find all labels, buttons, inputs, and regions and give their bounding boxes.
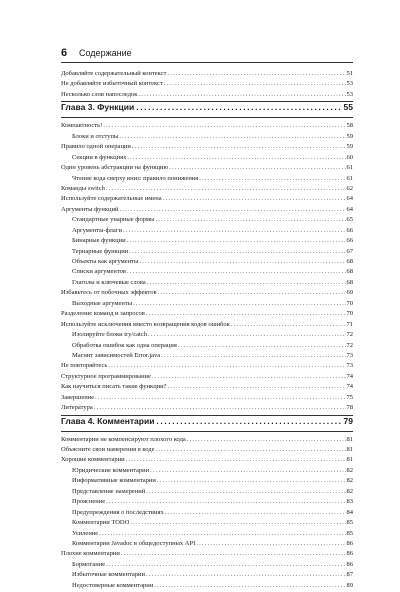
entry-title: Обработка ошибок как одна операция (72, 341, 177, 349)
entry-page-number: 64 (346, 195, 353, 203)
entry-title: Объясните свои намерения в коде (61, 446, 155, 453)
entry-page-number: 83 (346, 498, 353, 506)
entry-title: Несколько слов напоследок (61, 90, 138, 98)
entry-page-number: 82 (346, 487, 353, 495)
entry-page-number: 70 (346, 310, 353, 318)
dot-leader (231, 321, 346, 328)
entry-title: Магнит зависимостей Error.java (72, 351, 161, 359)
entry-page-number: 81 (346, 435, 353, 443)
entry-title: Комментарии Javadoc в общедоступных API (72, 539, 196, 547)
dot-leader (157, 477, 346, 484)
entry-page-number: 70 (346, 299, 353, 307)
entry-title: Предупреждения о последствиях (72, 508, 164, 516)
dot-leader (99, 530, 345, 537)
dot-leader (163, 195, 346, 202)
entry-title: Представление намерений (72, 487, 146, 495)
toc-subsection-entry[interactable] (61, 227, 353, 237)
dot-leader (119, 206, 345, 213)
toc-section-entry[interactable] (61, 143, 353, 153)
toc-section-entry[interactable] (61, 310, 353, 320)
running-header (61, 47, 353, 63)
entry-title: Комментарии TODO (72, 519, 130, 527)
entry-title: Аргументы-флаги (72, 226, 122, 234)
toc-subsection-entry[interactable] (61, 530, 353, 540)
toc-section-entry[interactable] (61, 550, 353, 560)
dot-leader (106, 185, 346, 192)
entry-page-number: 89 (346, 581, 353, 589)
entry-page-number: 82 (346, 477, 353, 485)
entry-title: Секции в функциях (72, 153, 127, 161)
entry-title: Тернарные функции (72, 247, 129, 255)
dot-leader (154, 582, 345, 589)
toc-subsection-entry[interactable] (61, 216, 353, 226)
table-of-contents (61, 70, 353, 592)
dot-leader (130, 519, 345, 526)
toc-subsection-entry[interactable] (61, 175, 353, 185)
toc-section-entry[interactable] (61, 436, 353, 446)
dot-leader (146, 571, 346, 578)
dot-leader (178, 342, 346, 349)
toc-subsection-entry[interactable] (61, 342, 353, 352)
dot-leader (103, 122, 345, 129)
entry-page-number: 68 (346, 268, 353, 276)
entry-title: Завершение (61, 393, 95, 401)
entry-page-number: 72 (346, 341, 353, 349)
toc-subsection-entry[interactable] (61, 509, 353, 519)
entry-page-number: 71 (346, 320, 353, 328)
toc-section-entry[interactable] (61, 373, 353, 383)
dot-leader (148, 331, 346, 338)
toc-subsection-entry[interactable] (61, 300, 353, 310)
entry-title: Как научиться писать такие функции? (61, 383, 167, 391)
entry-page-number: 82 (346, 466, 353, 474)
entry-page-number: 66 (346, 226, 353, 234)
dot-leader (127, 268, 346, 275)
dot-leader (138, 91, 345, 98)
dot-leader (196, 540, 345, 547)
dot-leader (167, 70, 345, 77)
entry-title: Усиление (72, 529, 99, 537)
toc-section-entry[interactable] (61, 206, 353, 216)
dot-leader (165, 509, 346, 516)
entry-title: Бормотание (72, 560, 106, 568)
entry-page-number: 59 (346, 132, 353, 140)
toc-subsection-entry[interactable] (61, 331, 353, 341)
entry-title: Разделение команд и запросов (61, 310, 145, 318)
entry-title: Команды switch (61, 184, 105, 192)
entry-page-number: 68 (346, 278, 353, 286)
entry-title: Плохие комментарии (61, 550, 120, 558)
entry-title: Правило одной операции (61, 143, 131, 151)
dot-leader (156, 416, 341, 426)
toc-subsection-entry[interactable] (61, 237, 353, 247)
entry-title: Избавьтесь от побочных эффектов (61, 289, 157, 297)
chapter-page-number: 55 (343, 102, 353, 113)
dot-leader (161, 352, 345, 359)
entry-page-number: 81 (346, 456, 353, 464)
entry-title: Изолируйте блоки try/catch (72, 331, 147, 339)
toc-chapter-heading[interactable] (61, 416, 353, 431)
entry-page-number: 74 (346, 383, 353, 391)
toc-subsection-entry[interactable] (61, 582, 353, 592)
entry-title: Комментарии не компенсируют плохого кода (61, 435, 186, 443)
dot-leader (108, 362, 345, 369)
entry-page-number: 86 (346, 550, 353, 558)
entry-page-number: 62 (346, 184, 353, 192)
entry-title: Чтение кода сверху вниз: правило понижения (72, 174, 199, 182)
toc-section-entry[interactable] (61, 456, 353, 466)
dot-leader (94, 404, 346, 411)
entry-page-number: 66 (346, 237, 353, 245)
dot-leader (156, 446, 346, 453)
dot-leader (152, 373, 346, 380)
toc-section-entry[interactable] (61, 122, 353, 132)
toc-subsection-entry[interactable] (61, 561, 353, 571)
entry-page-number: 73 (346, 351, 353, 359)
entry-title: Списки аргументов (72, 268, 126, 276)
entry-page-number: 65 (346, 216, 353, 224)
toc-section-entry[interactable] (61, 185, 353, 195)
entry-page-number: 72 (346, 331, 353, 339)
dot-leader (119, 133, 345, 140)
chapter-title: Глава 4. Комментарии (61, 415, 155, 426)
entry-title: Прояснение (72, 498, 106, 506)
entry-title: Стандартные унарные формы (72, 216, 155, 224)
entry-title: Юридические комментарии (72, 466, 150, 474)
entry-title: Блоки и отступы (72, 132, 119, 140)
entry-title: Используйте содержательные имена (61, 195, 162, 203)
dot-leader (133, 300, 345, 307)
entry-title: Не повторяйтесь (61, 362, 108, 370)
toc-section-entry[interactable] (61, 70, 353, 80)
dot-leader (127, 154, 345, 161)
toc-section-entry[interactable] (61, 195, 353, 205)
entry-page-number: 84 (346, 508, 353, 516)
dot-leader (147, 279, 346, 286)
toc-subsection-entry[interactable] (61, 248, 353, 258)
entry-page-number: 61 (346, 174, 353, 182)
toc-section-entry[interactable] (61, 446, 353, 456)
dot-leader (169, 164, 345, 171)
dot-leader (164, 80, 346, 87)
entry-page-number: 75 (346, 393, 353, 401)
toc-subsection-entry[interactable] (61, 279, 353, 289)
dot-leader (187, 436, 346, 443)
entry-title: Структурное программирование (61, 372, 151, 380)
toc-section-entry[interactable] (61, 80, 353, 90)
dot-leader (95, 394, 345, 401)
toc-chapter-heading[interactable] (61, 102, 353, 117)
entry-page-number: 69 (346, 289, 353, 297)
toc-subsection-entry[interactable] (61, 268, 353, 278)
toc-section-entry[interactable] (61, 362, 353, 372)
toc-section-entry[interactable] (61, 321, 353, 331)
dot-leader (106, 498, 345, 505)
dot-leader (199, 175, 345, 182)
page-number: 6 (61, 47, 68, 59)
entry-page-number: 67 (346, 247, 353, 255)
entry-page-number: 53 (346, 90, 353, 98)
toc-section-entry[interactable] (61, 394, 353, 404)
header-rule (61, 62, 353, 63)
dot-leader (139, 258, 345, 265)
entry-page-number: 60 (346, 153, 353, 161)
entry-title: Компактность! (61, 122, 103, 130)
dot-leader (136, 102, 341, 112)
entry-title: Аргументы функций (61, 205, 119, 213)
toc-section-entry[interactable] (61, 91, 353, 101)
toc-section-entry[interactable] (61, 383, 353, 393)
toc-subsection-entry[interactable] (61, 519, 353, 529)
toc-section-entry[interactable] (61, 289, 353, 299)
entry-page-number: 85 (346, 529, 353, 537)
running-title: Содержание (79, 48, 132, 58)
entry-title: Глаголы и ключевые слова (72, 278, 146, 286)
toc-section-entry[interactable] (61, 404, 353, 414)
dot-leader (126, 456, 346, 463)
dot-leader (106, 561, 345, 568)
toc-subsection-entry[interactable] (61, 498, 353, 508)
entry-page-number: 73 (346, 362, 353, 370)
entry-page-number: 68 (346, 258, 353, 265)
toc-subsection-entry[interactable] (61, 352, 353, 362)
toc-subsection-entry[interactable] (61, 540, 353, 550)
dot-leader (132, 143, 346, 150)
dot-leader (129, 248, 345, 255)
dot-leader (146, 488, 345, 495)
dot-leader (121, 550, 346, 557)
entry-title: Не добавляйте избыточный контекст (61, 80, 163, 88)
entry-title: Хорошие комментарии (61, 456, 125, 464)
toc-subsection-entry[interactable] (61, 258, 353, 268)
chapter-title: Глава 3. Функции (61, 102, 135, 113)
entry-page-number: 64 (346, 205, 353, 213)
entry-page-number: 86 (346, 539, 353, 547)
entry-page-number: 61 (346, 164, 353, 172)
entry-page-number: 58 (346, 122, 353, 130)
entry-title: Один уровень абстракции на функцию (61, 164, 169, 172)
entry-title: Избыточные комментарии (72, 571, 145, 579)
entry-page-number: 87 (346, 571, 353, 579)
entry-page-number: 86 (346, 560, 353, 568)
toc-subsection-entry[interactable] (61, 133, 353, 143)
entry-page-number: 85 (346, 519, 353, 527)
dot-leader (127, 237, 346, 244)
dot-leader (158, 289, 346, 296)
toc-subsection-entry[interactable] (61, 467, 353, 477)
entry-title: Литература (61, 404, 93, 412)
entry-page-number: 59 (346, 143, 353, 151)
dot-leader (168, 383, 346, 390)
toc-subsection-entry[interactable] (61, 154, 353, 164)
entry-title: Информативные комментарии (72, 477, 156, 485)
entry-title: Недостоверные комментарии (72, 581, 154, 589)
entry-title: Добавляйте содержательный контекст (61, 70, 167, 77)
entry-page-number: 74 (346, 372, 353, 380)
entry-page-number: 51 (346, 70, 353, 77)
dot-leader (146, 310, 346, 317)
dot-leader (155, 216, 345, 223)
toc-subsection-entry[interactable] (61, 488, 353, 498)
toc-subsection-entry[interactable] (61, 571, 353, 581)
entry-title: Выходные аргументы (72, 299, 133, 307)
dot-leader (123, 227, 346, 234)
toc-subsection-entry[interactable] (61, 477, 353, 487)
entry-title: Используйте исключения вместо возвращения кодов ошибок (61, 320, 230, 328)
entry-title: Объекты как аргументы (72, 258, 139, 265)
entry-page-number: 53 (346, 80, 353, 88)
toc-section-entry[interactable] (61, 164, 353, 174)
entry-page-number: 81 (346, 446, 353, 453)
entry-title: Бинарные функции (72, 237, 126, 245)
chapter-page-number: 79 (343, 415, 353, 426)
dot-leader (150, 467, 345, 474)
entry-page-number: 78 (346, 404, 353, 412)
